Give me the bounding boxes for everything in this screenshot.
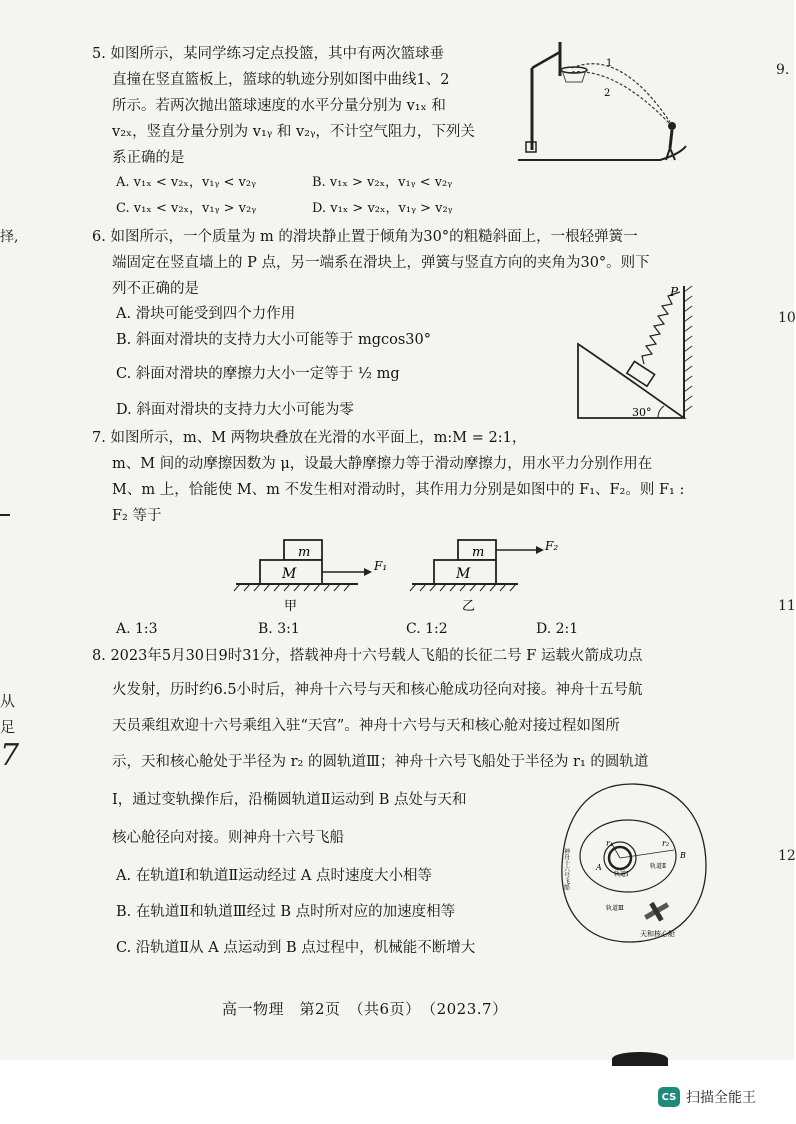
q8-r1-label: r₁ [606, 839, 614, 848]
q6-line-3: 列不正确的是 [112, 281, 199, 297]
q5-line-2: 直撞在竖直篮板上，篮球的轨迹分别如图中曲线1、2 [112, 72, 450, 88]
q8-option-b: B. 在轨道Ⅱ和轨道Ⅲ经过 B 点时所对应的加速度相等 [116, 904, 456, 920]
q7-option-a: A. 1:3 [116, 621, 158, 637]
edge-right-4: 12 [778, 848, 796, 864]
q5-line-4: v₂ₓ，竖直分量分别为 v₁ᵧ 和 v₂ᵧ，不计空气阻力，下列关 [112, 124, 475, 140]
q7-line-3: M、m 上，恰能使 M、m 不发生相对滑动时，其作用力分别是如图中的 F₁、F₂。则 F₁ : [112, 482, 685, 498]
camscanner-logo-icon: CS [658, 1087, 680, 1107]
edge-left-2: 从 [0, 692, 16, 710]
camscanner-label: 扫描全能王 [686, 1090, 756, 1106]
q8-option-c: C. 沿轨道Ⅱ从 A 点运动到 B 点过程中，机械能不断增大 [116, 940, 476, 956]
q8-line-6: 核心舱径向对接。则神舟十六号飞船 [112, 830, 344, 846]
q6-line-1: 6. 如图所示，一个质量为 m 的滑块静止置于倾角为30°的粗糙斜面上，一根轻弹簧一 [92, 229, 638, 245]
q6-line-2: 端固定在竖直墙上的 P 点，另一端系在滑块上，弹簧与竖直方向的夹角为30°。则下 [112, 255, 650, 271]
q7-fig1-M-label: M [282, 566, 297, 582]
q8-ship-label: 神舟十六号飞船 [562, 848, 570, 890]
q7-option-b: B. 3:1 [258, 621, 300, 637]
q8-point-b-label: B [680, 851, 686, 860]
q7-line-2: m、M 间的动摩擦因数为 μ，设最大静摩擦力等于滑动摩擦力，用水平力分别作用在 [112, 456, 653, 472]
q5-curve-label-2: 2 [604, 88, 611, 99]
q6-option-b: B. 斜面对滑块的支持力大小可能等于 mgcos30° [116, 332, 432, 348]
edge-left-4: 7 [0, 738, 20, 773]
q7-blocks-figure [232, 530, 572, 616]
q8-point-a-label: A [596, 863, 602, 872]
q5-line-5: 系正确的是 [112, 150, 185, 166]
q7-fig2-m-label: m [472, 545, 485, 560]
q6-incline-figure [572, 282, 698, 422]
q5-basketball-figure [510, 38, 710, 168]
edge-right-2: 10 [778, 310, 796, 326]
q7-caption-yi: 乙 [462, 599, 476, 614]
q8-orbit1-label: 轨道Ⅰ [614, 871, 629, 878]
q6-angle-label: 30° [632, 406, 652, 419]
q7-option-d: D. 2:1 [536, 621, 579, 637]
q5-line-1: 5. 如图所示，某同学练习定点投篮，其中有两次篮球垂 [92, 46, 444, 62]
q7-fig2-M-label: M [456, 566, 471, 582]
q8-line-4: 示，天和核心舱处于半径为 r₂ 的圆轨道Ⅲ；神舟十六号飞船处于半径为 r₁ 的圆轨道 [112, 754, 649, 770]
q8-r2-label: r₂ [662, 839, 670, 848]
q8-station-label: 天和核心舱 [640, 930, 675, 938]
q6-option-c: C. 斜面对滑块的摩擦力大小一定等于 ½ mg [116, 366, 400, 382]
q7-option-c: C. 1:2 [406, 621, 448, 637]
q5-option-a: A. v₁ₓ < v₂ₓ，v₁ᵧ < v₂ᵧ [116, 175, 256, 190]
q8-line-2: 火发射，历时约6.5小时后，神舟十六号与天和核心舱成功径向对接。神舟十五号航 [112, 682, 643, 698]
q6-option-a: A. 滑块可能受到四个力作用 [116, 306, 296, 322]
q8-line-1: 8. 2023年5月30日9时31分，搭载神舟十六号载人飞船的长征二号 F 运载火箭成功点 [92, 648, 643, 664]
q7-force-f1-label: F₁ [374, 559, 388, 573]
edge-right-3: 11 [778, 598, 796, 614]
q7-fig1-m-label: m [298, 545, 311, 560]
q7-line-1: 7. 如图所示，m、M 两物块叠放在光滑的水平面上，m:M = 2:1， [92, 430, 527, 446]
q7-line-4: F₂ 等于 [112, 508, 162, 524]
edge-left-3: 足 [0, 718, 16, 736]
q8-option-a: A. 在轨道Ⅰ和轨道Ⅱ运动经过 A 点时速度大小相等 [116, 868, 432, 884]
q5-option-c: C. v₁ₓ < v₂ₓ，v₁ᵧ > v₂ᵧ [116, 201, 257, 216]
q7-force-f2-label: F₂ [545, 539, 559, 553]
q5-line-3: 所示。若两次抛出篮球速度的水平分量分别为 v₁ₓ 和 [112, 98, 446, 114]
q8-orbit-figure [552, 778, 712, 948]
scanner-watermark [658, 1085, 786, 1109]
q8-line-5: Ⅰ，通过变轨操作后，沿椭圆轨道Ⅱ运动到 B 点处与天和 [112, 792, 467, 808]
q5-curve-label-1: 1 [606, 58, 613, 69]
q6-option-d: D. 斜面对滑块的支持力大小可能为零 [116, 402, 354, 418]
q8-orbit2-label: 轨道Ⅱ [650, 863, 667, 870]
q7-caption-jia: 甲 [284, 599, 298, 614]
q5-option-d: D. v₁ₓ > v₂ₓ，v₁ᵧ > v₂ᵧ [312, 201, 453, 216]
q5-option-b: B. v₁ₓ > v₂ₓ，v₁ᵧ < v₂ᵧ [312, 175, 453, 190]
page-footer: 高一物理 第2页 （共6页） （2023.7） [222, 1000, 508, 1018]
q6-point-p-label: P [670, 285, 679, 299]
q8-line-3: 天员乘组欢迎十六号乘组入驻“天宫”。神舟十六号与天和核心舱对接过程如图所 [112, 718, 620, 734]
edge-left-mark [0, 514, 10, 516]
edge-left-1: 择, [0, 229, 19, 245]
scan-edge-blob [612, 1052, 668, 1066]
q8-orbit3-label: 轨道Ⅲ [606, 905, 624, 912]
edge-right-1: 9. [776, 62, 790, 78]
